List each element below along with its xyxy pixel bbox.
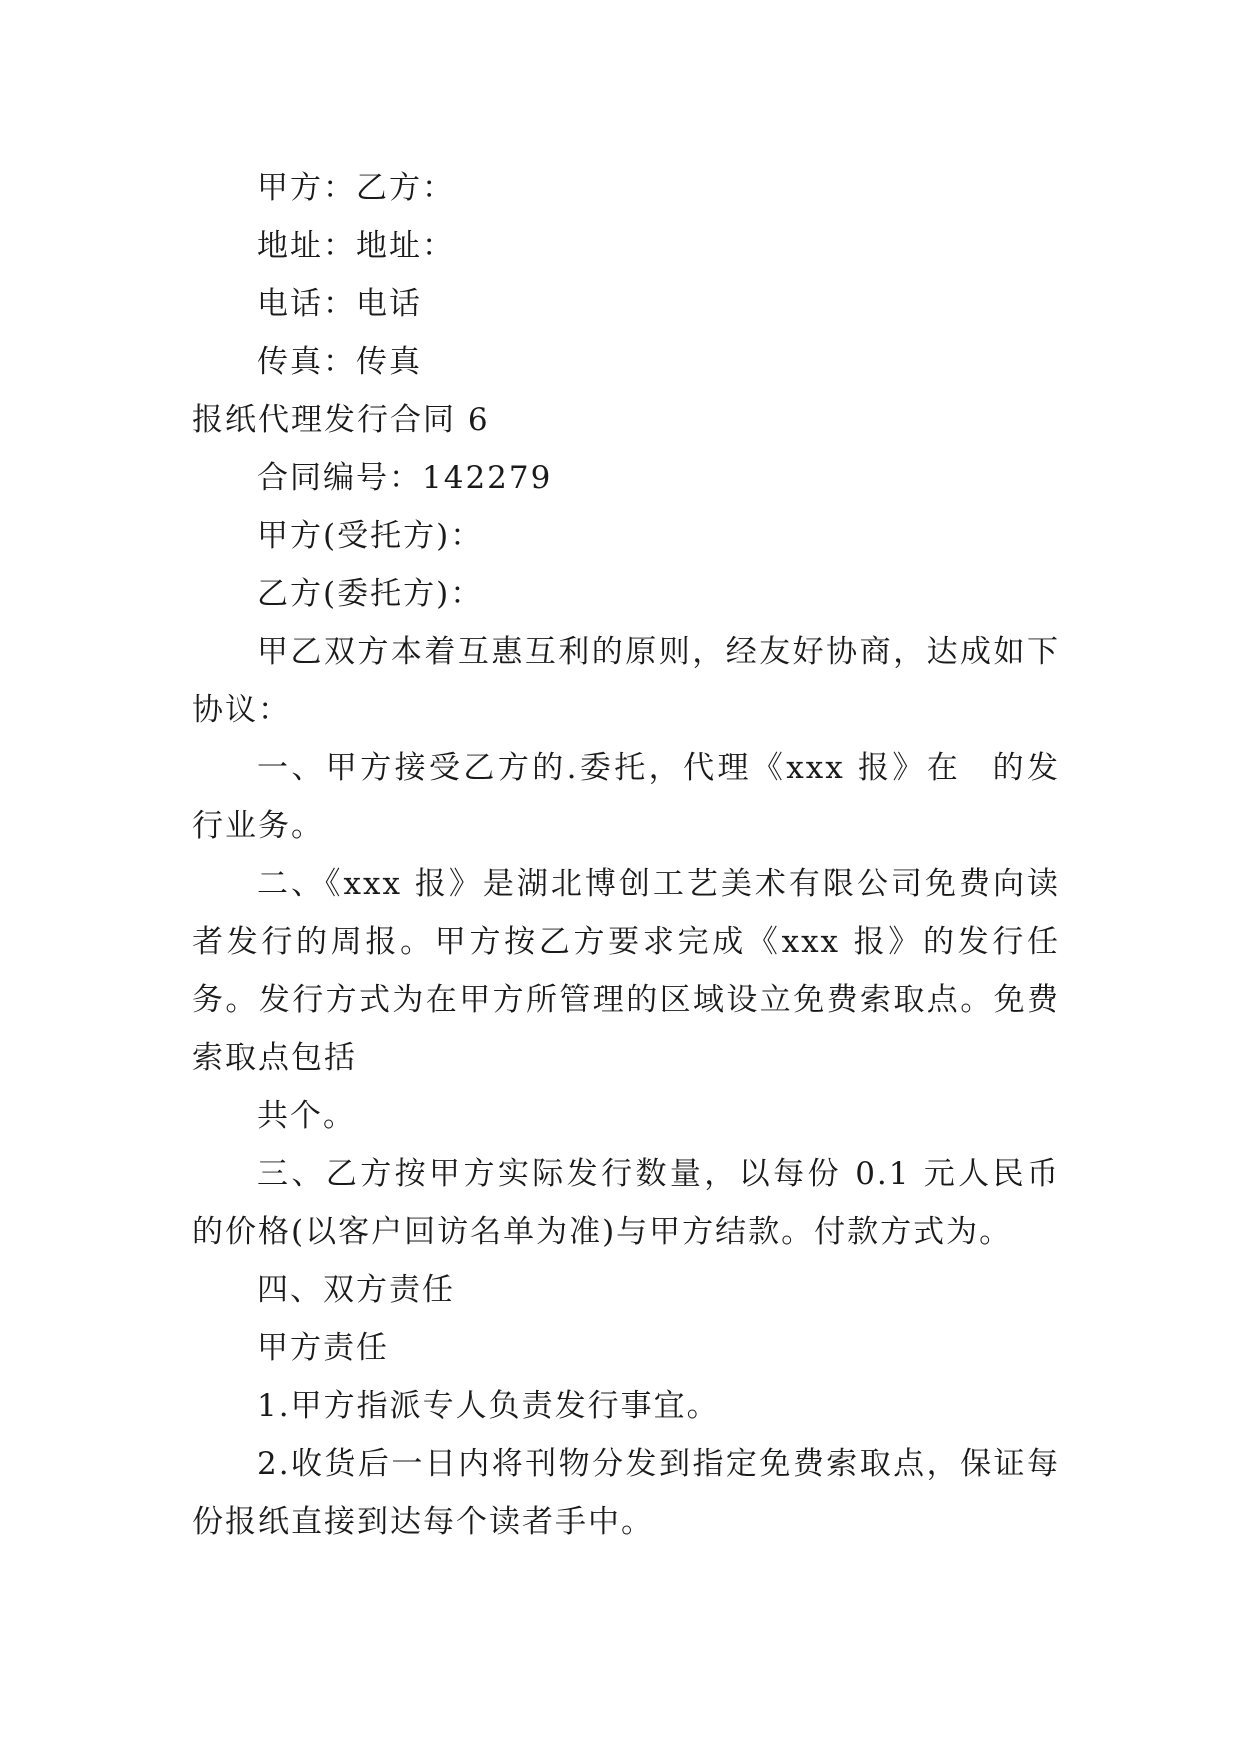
clause-3-paragraph: 三、乙方按甲方实际发行数量，以每份 0.1 元人民币的价格(以客户回访名单为准)与甲方结款。付款方式为。 xyxy=(192,1156,1060,1250)
address-line: 地址：地址： xyxy=(257,228,455,264)
clause-1-part2: 的发行业务。 xyxy=(192,750,1061,844)
duty-1-paragraph: 1.甲方指派专人负责发行事宜。 xyxy=(257,1388,720,1424)
clause-1-part1: 一、甲方接受乙方的.委托，代理《xxx 报》在 xyxy=(257,750,962,786)
duty-2-paragraph: 2.收货后一日内将刊物分发到指定免费索取点，保证每份报纸直接到达每个读者手中。 xyxy=(192,1446,1060,1540)
preamble-paragraph: 甲乙双方本着互惠互利的原则，经友好协商，达成如下协议： xyxy=(192,634,1060,728)
party-b-line: 乙方(委托方)： xyxy=(257,576,484,612)
phone-line: 电话：电话 xyxy=(257,286,422,322)
contract-number: 合同编号：142279 xyxy=(257,460,553,496)
clause-2-continuation: 共个。 xyxy=(257,1098,356,1134)
clause-2-paragraph: 二、《xxx 报》是湖北博创工艺美术有限公司免费向读者发行的周报。甲方按乙方要求完成《xxx 报》的发行任务。发行方式为在甲方所管理的区域设立免费索取点。免费索取点包括 xyxy=(192,866,1060,1076)
party-a-line: 甲方(受托方)： xyxy=(257,518,484,554)
contract-heading: 报纸代理发行合同 6 xyxy=(192,402,490,438)
clause-1-paragraph xyxy=(192,739,1060,855)
party-a-duties-title: 甲方责任 xyxy=(257,1330,389,1366)
clause-4-title: 四、双方责任 xyxy=(257,1272,455,1308)
fax-line: 传真：传真 xyxy=(257,344,422,380)
party-line: 甲方：乙方： xyxy=(257,170,455,206)
document-body xyxy=(192,159,1060,1551)
